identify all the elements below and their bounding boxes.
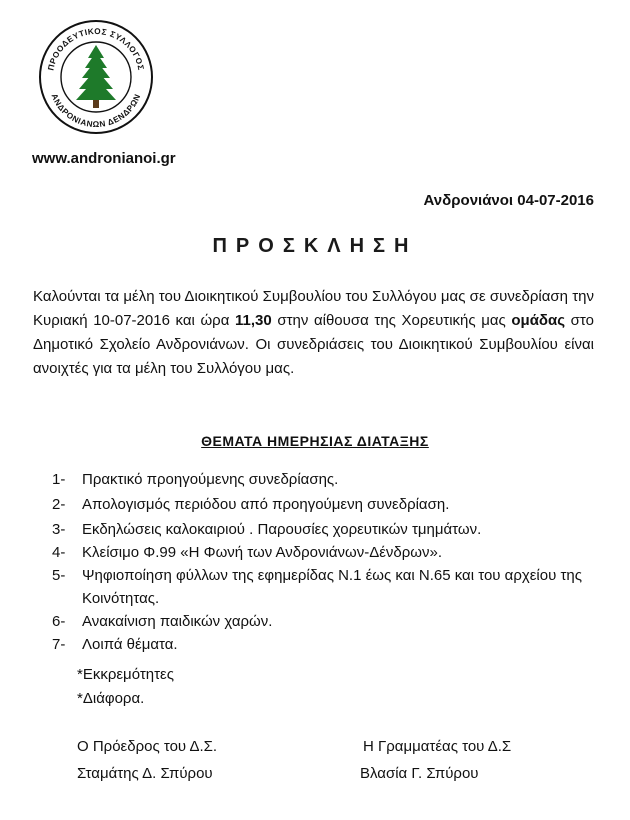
agenda-item-number: 4-	[52, 544, 66, 561]
association-logo	[37, 18, 155, 136]
president-name: Σταμάτης Δ. Σπύρου	[77, 765, 213, 782]
agenda-item-text: Ψηφιοποίηση φύλλων της εφημερίδας Ν.1 έως και Ν.65 και του αρχείου της Κοινότητας.	[82, 567, 582, 607]
agenda-item	[52, 610, 600, 633]
body-part-2: στην αίθουσα της Χορευτικής μας	[271, 312, 512, 329]
secretary-name: Βλασία Γ. Σπύρου	[360, 765, 479, 782]
team-word: ομάδας	[511, 312, 566, 329]
secretary-title: Η Γραμματέας του Δ.Σ	[363, 738, 512, 755]
agenda-item	[52, 493, 600, 516]
subitem-pending: *Εκκρεμότητες	[77, 666, 174, 683]
body-part-1: Καλούνται τα μέλη του Διοικητικού Συμβουλίου του Συλλόγου μας σε συνεδρίαση την Κυριακή 10-07-2016 και ώρα	[33, 288, 594, 329]
agenda-item	[52, 564, 600, 610]
place-date: Ανδρονιάνοι 04-07-2016	[423, 192, 594, 209]
agenda-item-text: Εκδηλώσεις καλοκαιριού . Παρουσίες χορευτικών τμημάτων.	[82, 521, 482, 538]
agenda-item-text: Λοιπά θέματα.	[82, 636, 178, 653]
logo-bottom-lettering: ΑΝΔΡΟΝΙΑΝΩΝ ΔΕΝΔΡΩΝ	[49, 92, 143, 130]
logo-tree-icon	[76, 45, 116, 108]
page-title: ΠΡΟΣΚΛΗΣΗ	[212, 235, 418, 257]
website-url[interactable]: www.andronianoi.gr	[32, 150, 176, 167]
agenda-list	[52, 468, 600, 656]
agenda-item-number: 2-	[52, 496, 66, 513]
invitation-body	[33, 285, 594, 381]
agenda-item-text: Απολογισμός περιόδου από προηγούμενη συνεδρίαση.	[82, 496, 450, 513]
meeting-time: 11,30	[235, 312, 272, 329]
agenda-item-text: Ανακαίνιση παιδικών χαρών.	[82, 613, 273, 630]
body-part-3: στο Δημοτικό Σχολείο Ανδρονιάνων. Οι συνεδριάσεις του Διοικητικού Συμβουλίου είναι ανοιχτές για τα μέλη του Συλλόγου μας.	[33, 312, 594, 377]
agenda-item-number: 7-	[52, 636, 66, 653]
agenda-item	[52, 468, 600, 491]
agenda-item	[52, 541, 600, 564]
agenda-item	[52, 633, 600, 656]
subitem-misc: *Διάφορα.	[77, 690, 145, 707]
agenda-item	[52, 518, 600, 541]
agenda-heading: ΘΕΜΑΤΑ ΗΜΕΡΗΣΙΑΣ ΔΙΑΤΑΞΗΣ	[201, 433, 429, 449]
agenda-item-number: 5-	[52, 567, 66, 584]
agenda-item-text: Κλείσιμο Φ.99 «Η Φωνή των Ανδρονιάνων-Δένδρων».	[82, 544, 443, 561]
president-title: Ο Πρόεδρος του Δ.Σ.	[77, 738, 218, 755]
agenda-item-number: 3-	[52, 521, 66, 538]
agenda-item-number: 6-	[52, 613, 66, 630]
agenda-item-number: 1-	[52, 471, 66, 488]
agenda-item-text: Πρακτικό προηγούμενης συνεδρίασης.	[82, 471, 339, 488]
logo-top-lettering: ΠΡΟΟΔΕΥΤΙΚΟΣ ΣΥΛΛΟΓΟΣ	[46, 26, 146, 72]
